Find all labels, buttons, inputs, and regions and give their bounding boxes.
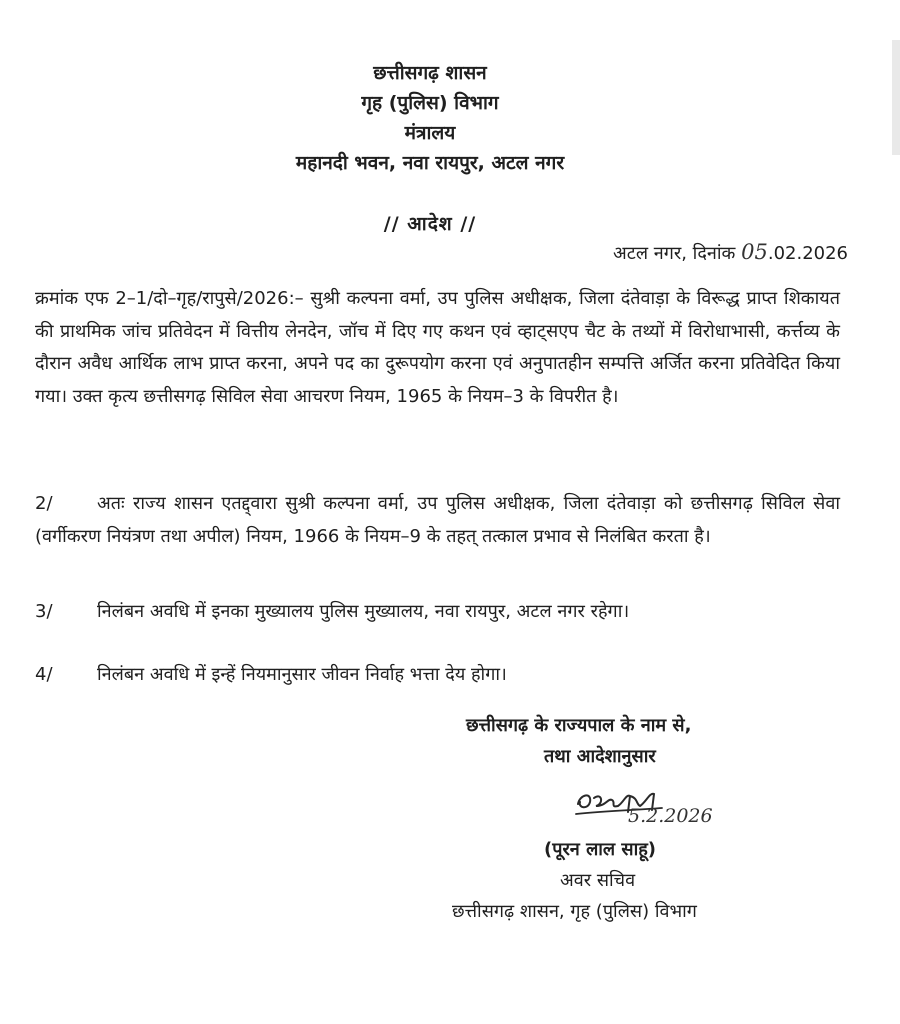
header-department: गृह (पुलिस) विभाग bbox=[361, 92, 499, 114]
closing-line-2: तथा आदेशानुसार bbox=[544, 746, 656, 767]
header-government: छत्तीसगढ़ शासन bbox=[373, 62, 487, 84]
paragraph-2 bbox=[35, 488, 840, 553]
header-address: महानदी भवन, नवा रायपुर, अटल नगर bbox=[295, 152, 565, 174]
signatory-designation: अवर सचिव bbox=[560, 870, 636, 891]
paragraph-4-number: 4/ bbox=[35, 664, 53, 685]
header-ministry: मंत्रालय bbox=[404, 122, 456, 144]
signatory-department: छत्तीसगढ़ शासन, गृह (पुलिस) विभाग bbox=[452, 901, 697, 922]
dateline-prefix: अटल नगर, दिनांक bbox=[613, 243, 742, 264]
handwritten-signature-date: 5.2.2026 bbox=[628, 805, 713, 827]
dateline-rest: .02.2026 bbox=[767, 243, 848, 264]
order-title: // आदेश // bbox=[383, 213, 477, 235]
dateline bbox=[613, 240, 848, 265]
signatory-block bbox=[452, 834, 832, 927]
paragraph-3 bbox=[35, 596, 840, 629]
closing-authority bbox=[452, 710, 832, 772]
page-edge-strip bbox=[892, 40, 900, 155]
paragraph-3-text: निलंबन अवधि में इनका मुख्यालय पुलिस मुख्यालय, नवा रायपुर, अटल नगर रहेगा। bbox=[97, 601, 630, 622]
paragraph-4-text: निलंबन अवधि में इन्हें नियमानुसार जीवन निर्वाह भत्ता देय होगा। bbox=[97, 664, 507, 685]
paragraph-3-number: 3/ bbox=[35, 601, 53, 622]
handwritten-day: 05 bbox=[741, 240, 768, 264]
paragraph-1: क्रमांक एफ 2–1/दो–गृह/रापुसे/2026:– सुश्री कल्पना वर्मा, उप पुलिस अधीक्षक, जिला दंतेवाड़ा के विरूद्ध प्राप्त शिकायत की प्राथमिक जांच प्रतिवेदन में वित्तीय लेनदेन, जॉच में दिए गए कथन एवं व्हाट्सएप चैट के तथ्यों में विरोधाभासी, कर्त्तव्य के दौरान अवैध आर्थिक लाभ प्राप्त करना, अपने पद का दुरूपयोग करना एवं अनुपातहीन सम्पत्ति अर्जित करना प्रतिवेदित किया गया। उक्त कृत्य छत्तीसगढ़ सिविल सेवा आचरण नियम, 1965 के नियम–3 के विपरीत है। bbox=[35, 288, 840, 407]
letterhead bbox=[0, 58, 860, 178]
closing-line-1: छत्तीसगढ़ के राज्यपाल के नाम से, bbox=[466, 715, 692, 736]
paragraph-2-number: 2/ bbox=[35, 493, 53, 514]
signatory-name: (पूरन लाल साहू) bbox=[544, 839, 657, 860]
paragraph-2-text: अतः राज्य शासन एतद्द्वारा सुश्री कल्पना वर्मा, उप पुलिस अधीक्षक, जिला दंतेवाड़ा को छत्तीसगढ़ सिविल सेवा (वर्गीकरण नियंत्रण तथा अपील) नियम, 1966 के नियम–9 के तहत् तत्काल प्रभाव से निलंबित करता है। bbox=[35, 493, 840, 547]
paragraph-4 bbox=[35, 659, 840, 692]
